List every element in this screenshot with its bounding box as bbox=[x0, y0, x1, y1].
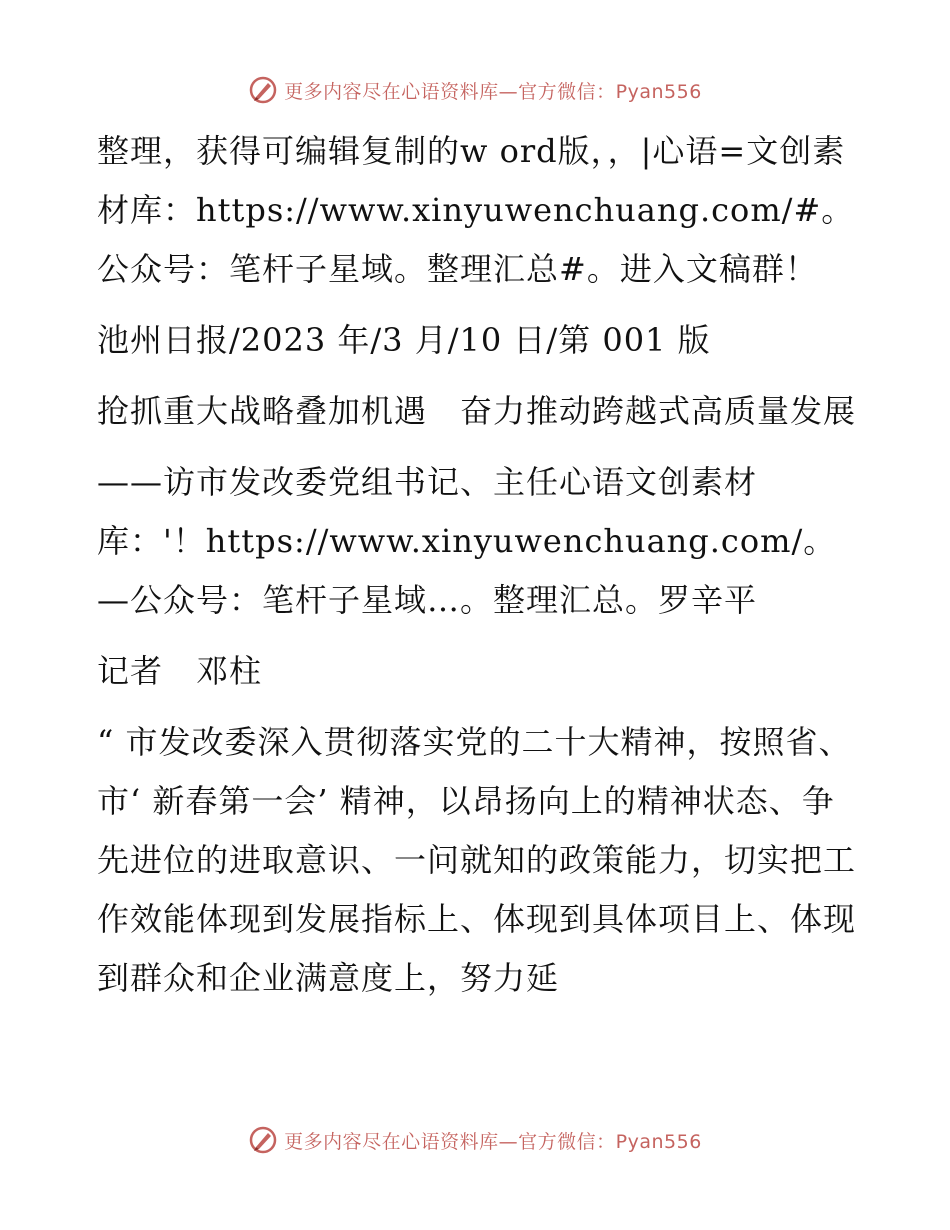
reporter-line: 记者 邓柱 bbox=[97, 652, 263, 690]
header-watermark-banner bbox=[0, 70, 950, 110]
watermark-text: 更多内容尽在心语资料库—官方微信：Pyan556 bbox=[284, 80, 702, 103]
intro-paragraph: 整理，获得可编辑复制的w ord版，，|心语=文创素材库：https://www.xinyuwenchuang.com/#。公众号：笔杆子星域。整理汇总#。进入文稿群！ bbox=[97, 132, 855, 288]
watermark-text: 更多内容尽在心语资料库—官方微信：Pyan556 bbox=[284, 1130, 702, 1153]
document-body bbox=[97, 122, 857, 1020]
pen-logo-icon bbox=[248, 75, 278, 105]
publication-line: 池州日报/2023 年/3 月/10 日/第 001 版 bbox=[97, 321, 711, 359]
body-paragraph: “ 市发改委深入贯彻落实党的二十大精神，按照省、市‘ 新春第一会’ 精神，以昂扬向上的精神状态、争先进位的进取意识、一问就知的政策能力，切实把工作效能体现到发展指标上、体现到具体项目上、体现到群众和企业满意度上，努力延 bbox=[97, 723, 857, 997]
footer-watermark-banner bbox=[0, 1120, 950, 1160]
pen-logo-icon bbox=[248, 1125, 278, 1155]
article-title: 抢抓重大战略叠加机遇 奋力推动跨越式高质量发展 bbox=[97, 392, 857, 430]
article-subtitle: ——访市发改委党组书记、主任心语文创素材库：'！https://www.xinyuwenchuang.com/。—公众号：笔杆子星域…。整理汇总。罗辛平 bbox=[97, 463, 837, 619]
